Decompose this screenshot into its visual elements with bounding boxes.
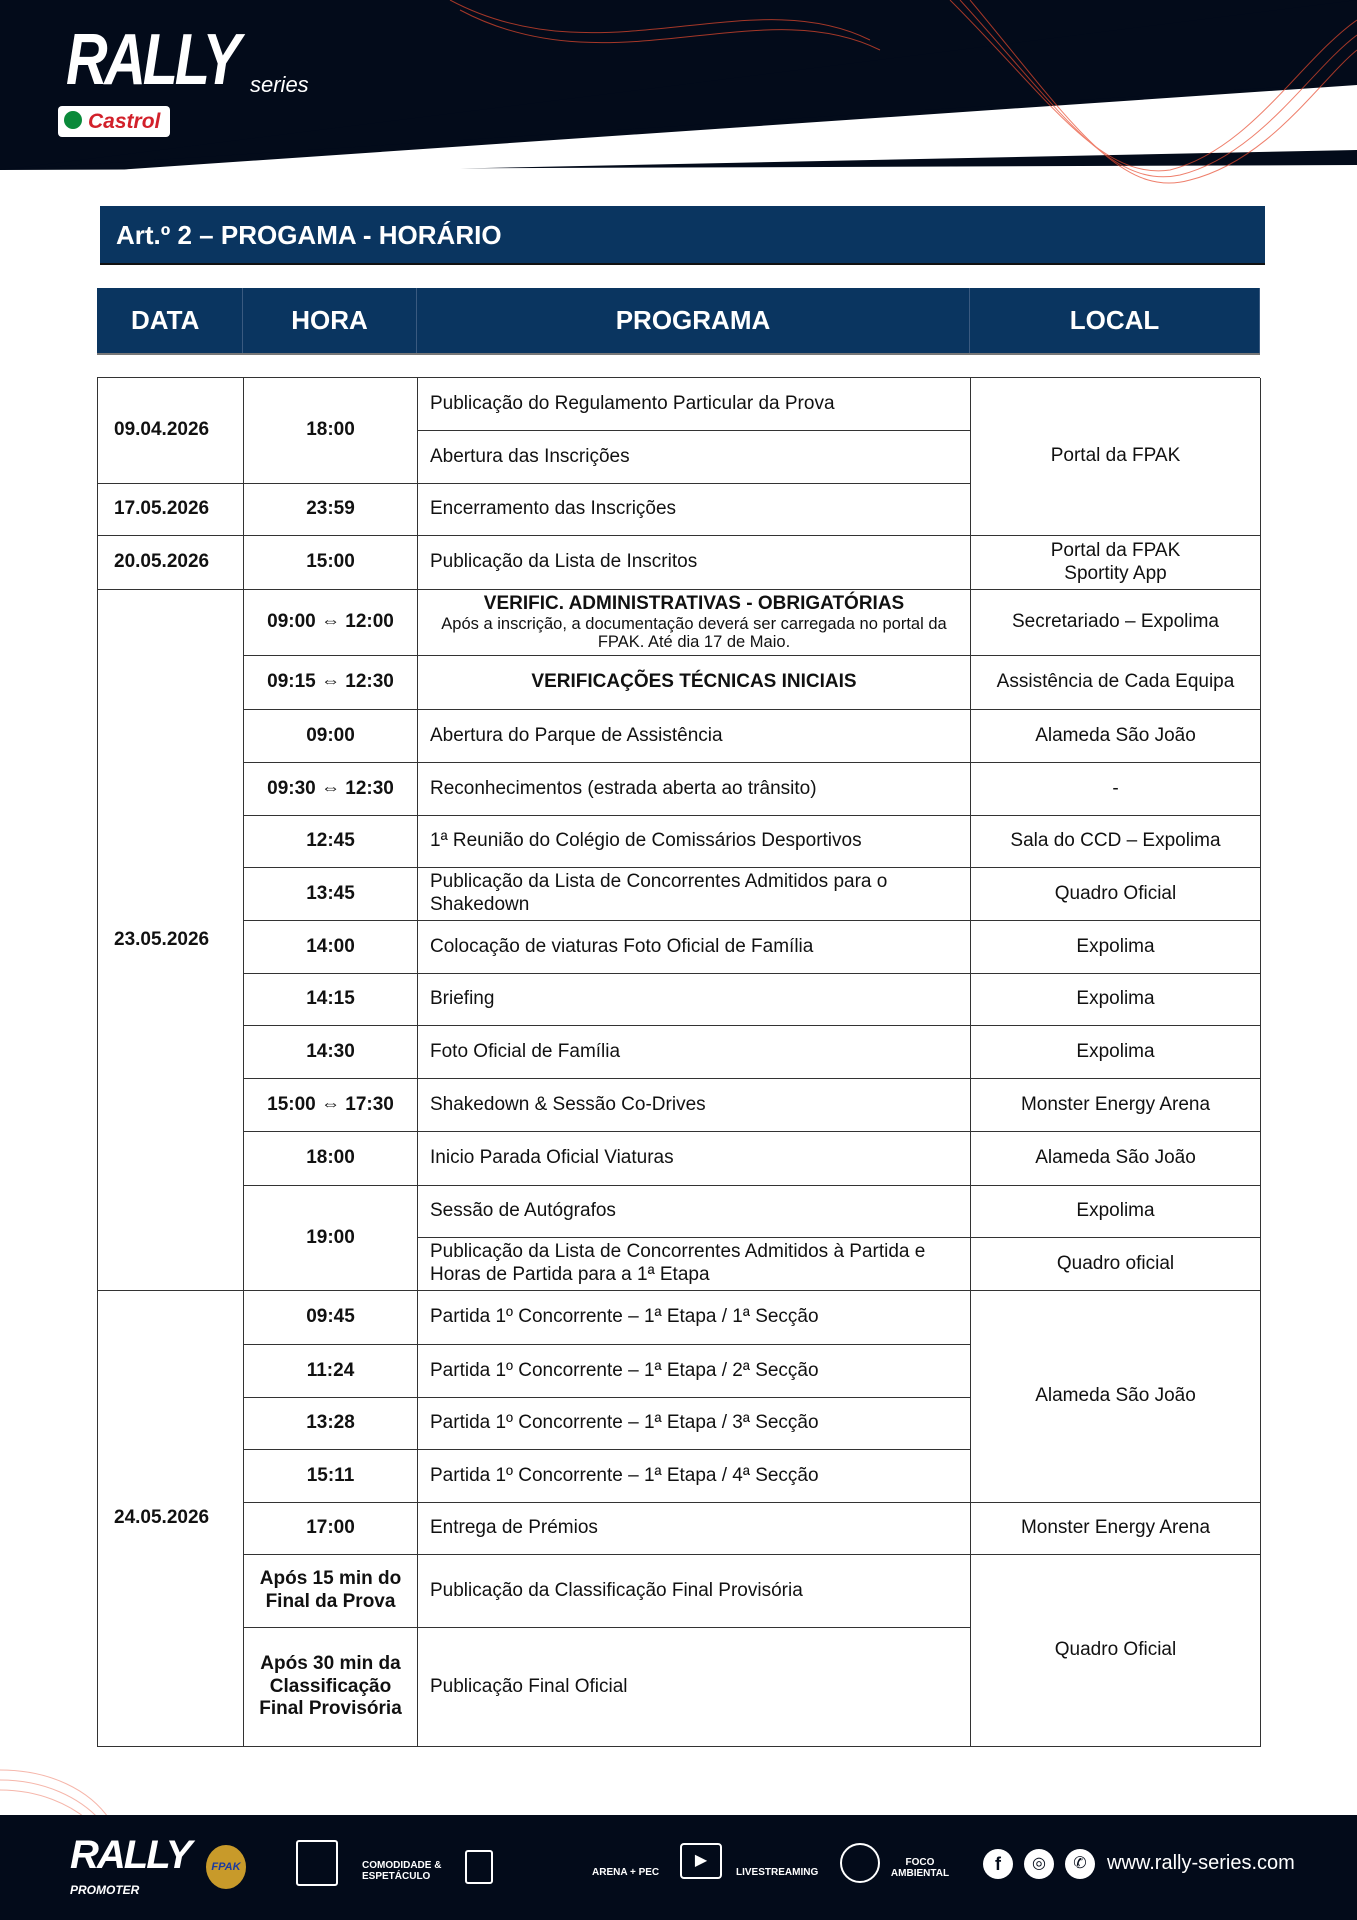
program-cell: Reconhecimentos (estrada aberta ao trânsito) [418,763,971,816]
livestream-icon: ▶ [680,1843,722,1879]
decorative-wave [0,1760,120,1820]
footer-item: COMODIDADE & ESPETÁCULO [362,1860,442,1882]
time-cell: 19:00 [244,1186,418,1291]
castrol-logo: Castrol [58,106,170,137]
footer-item: LIVESTREAMING [736,1867,819,1878]
local-cell: Assistência de Cada Equipa [971,656,1261,710]
local-cell: Sala do CCD – Expolima [971,816,1261,868]
date-cell: 24.05.2026 [98,1291,244,1747]
program-cell: Publicação da Lista de Concorrentes Admitidos para o Shakedown [418,868,971,921]
local-cell: Portal da FPAK [971,378,1261,536]
date-cell: 23.05.2026 [98,590,244,1291]
program-cell: Publicação da Classificação Final Provisória [418,1555,971,1628]
program-cell: Inicio Parada Oficial Viaturas [418,1132,971,1186]
program-cell: Sessão de Autógrafos [418,1186,971,1238]
time-cell: 15:00 ⇔ 17:30 [244,1079,418,1132]
program-cell: Abertura do Parque de Assistência [418,710,971,763]
col-local: LOCAL [970,288,1260,353]
local-line: Portal da FPAK [1050,539,1181,561]
date-cell: 17.05.2026 [98,484,244,536]
local-cell: Monster Energy Arena [971,1503,1261,1555]
col-hora: HORA [243,288,417,353]
local-cell [971,536,1261,590]
time-cell: 14:30 [244,1026,418,1079]
time-cell: 15:11 [244,1450,418,1503]
time-cell: 09:45 [244,1291,418,1345]
rally-series-castrol-logo [58,20,309,144]
instagram-icon[interactable]: ◎ [1024,1849,1054,1879]
program-cell: Publicação da Lista de Concorrentes Admitidos à Partida e Horas de Partida para a 1ª Etapa [418,1238,971,1291]
program-cell: Encerramento das Inscrições [418,484,971,536]
time-cell: 09:00 [244,710,418,763]
program-cell: Publicação do Regulamento Particular da Prova [418,378,971,431]
page-title: Art.º 2 – PROGAMA - HORÁRIO [100,206,1265,265]
program-cell: Partida 1º Concorrente – 1ª Etapa / 2ª Secção [418,1345,971,1398]
time-cell: 18:00 [244,1132,418,1186]
fpak-logo: FPAK [206,1845,246,1889]
program-note: Após a inscrição, a documentação deverá ser carregada no portal da FPAK. Até dia 17 de Maio. [441,614,947,651]
time-cell: 23:59 [244,484,418,536]
local-line: Sportity App [1064,562,1167,584]
footer [0,1815,1357,1920]
footer-logo: RALLY [70,1833,191,1877]
time-cell: 09:00 ⇔ 12:00 [244,590,418,656]
logo-rally-text: RALLY [66,20,238,100]
program-cell: Publicação da Lista de Inscritos [418,536,971,590]
time-cell: 13:28 [244,1398,418,1450]
track-icon [465,1850,493,1884]
program-cell: Colocação de viaturas Foto Oficial de Família [418,921,971,974]
local-cell: Secretariado – Expolima [971,590,1261,656]
date-cell: 09.04.2026 [98,378,244,484]
program-cell: Shakedown & Sessão Co-Drives [418,1079,971,1132]
program-cell: 1ª Reunião do Colégio de Comissários Desportivos [418,816,971,868]
time-cell: 12:45 [244,816,418,868]
time-cell: 09:30 ⇔ 12:30 [244,763,418,816]
time-cell: 14:15 [244,974,418,1026]
col-data: DATA [97,288,243,353]
whatsapp-icon[interactable]: ✆ [1065,1849,1095,1879]
facebook-icon[interactable]: f [983,1849,1013,1879]
program-cell: Foto Oficial de Família [418,1026,971,1079]
stadium-icon [296,1840,338,1886]
local-cell: Expolima [971,921,1261,974]
schedule-table [97,377,1260,1747]
local-cell: Alameda São João [971,1291,1261,1503]
time-cell: 09:15 ⇔ 12:30 [244,656,418,710]
local-cell: Expolima [971,1186,1261,1238]
local-cell: Alameda São João [971,710,1261,763]
program-cell: Publicação Final Oficial [418,1628,971,1747]
program-cell: Entrega de Prémios [418,1503,971,1555]
program-cell: Partida 1º Concorrente – 1ª Etapa / 1ª Secção [418,1291,971,1345]
time-cell: 11:24 [244,1345,418,1398]
footer-logo-sub: PROMOTER [70,1883,140,1897]
local-cell: Expolima [971,974,1261,1026]
footer-item: FOCO AMBIENTAL [890,1857,950,1879]
local-cell: Alameda São João [971,1132,1261,1186]
time-cell: 17:00 [244,1503,418,1555]
local-cell: Quadro Oficial [971,1555,1261,1747]
local-cell: - [971,763,1261,816]
local-cell: Expolima [971,1026,1261,1079]
program-cell: Partida 1º Concorrente – 1ª Etapa / 3ª Secção [418,1398,971,1450]
program-cell [418,590,971,656]
local-cell: Quadro Oficial [971,868,1261,921]
website-link[interactable]: www.rally-series.com [1107,1852,1295,1874]
logo-series-text: series [250,72,309,97]
program-cell: Partida 1º Concorrente – 1ª Etapa / 4ª Secção [418,1450,971,1503]
date-cell: 20.05.2026 [98,536,244,590]
program-cell: Briefing [418,974,971,1026]
col-programa: PROGRAMA [417,288,970,353]
time-cell: 15:00 [244,536,418,590]
local-cell: Quadro oficial [971,1238,1261,1291]
globe-icon [840,1843,880,1883]
program-cell: Abertura das Inscrições [418,431,971,484]
time-cell: Após 15 min do Final da Prova [244,1555,418,1628]
time-cell: 13:45 [244,868,418,921]
program-title: VERIFIC. ADMINISTRATIVAS - OBRIGATÓRIAS [483,592,905,614]
time-cell: 14:00 [244,921,418,974]
program-cell: VERIFICAÇÕES TÉCNICAS INICIAIS [418,656,971,710]
time-cell: Após 30 min da Classificação Final Provisória [244,1628,418,1747]
local-cell: Monster Energy Arena [971,1079,1261,1132]
footer-item: ARENA + PEC [592,1867,660,1878]
table-header [97,288,1260,355]
time-cell: 18:00 [244,378,418,484]
